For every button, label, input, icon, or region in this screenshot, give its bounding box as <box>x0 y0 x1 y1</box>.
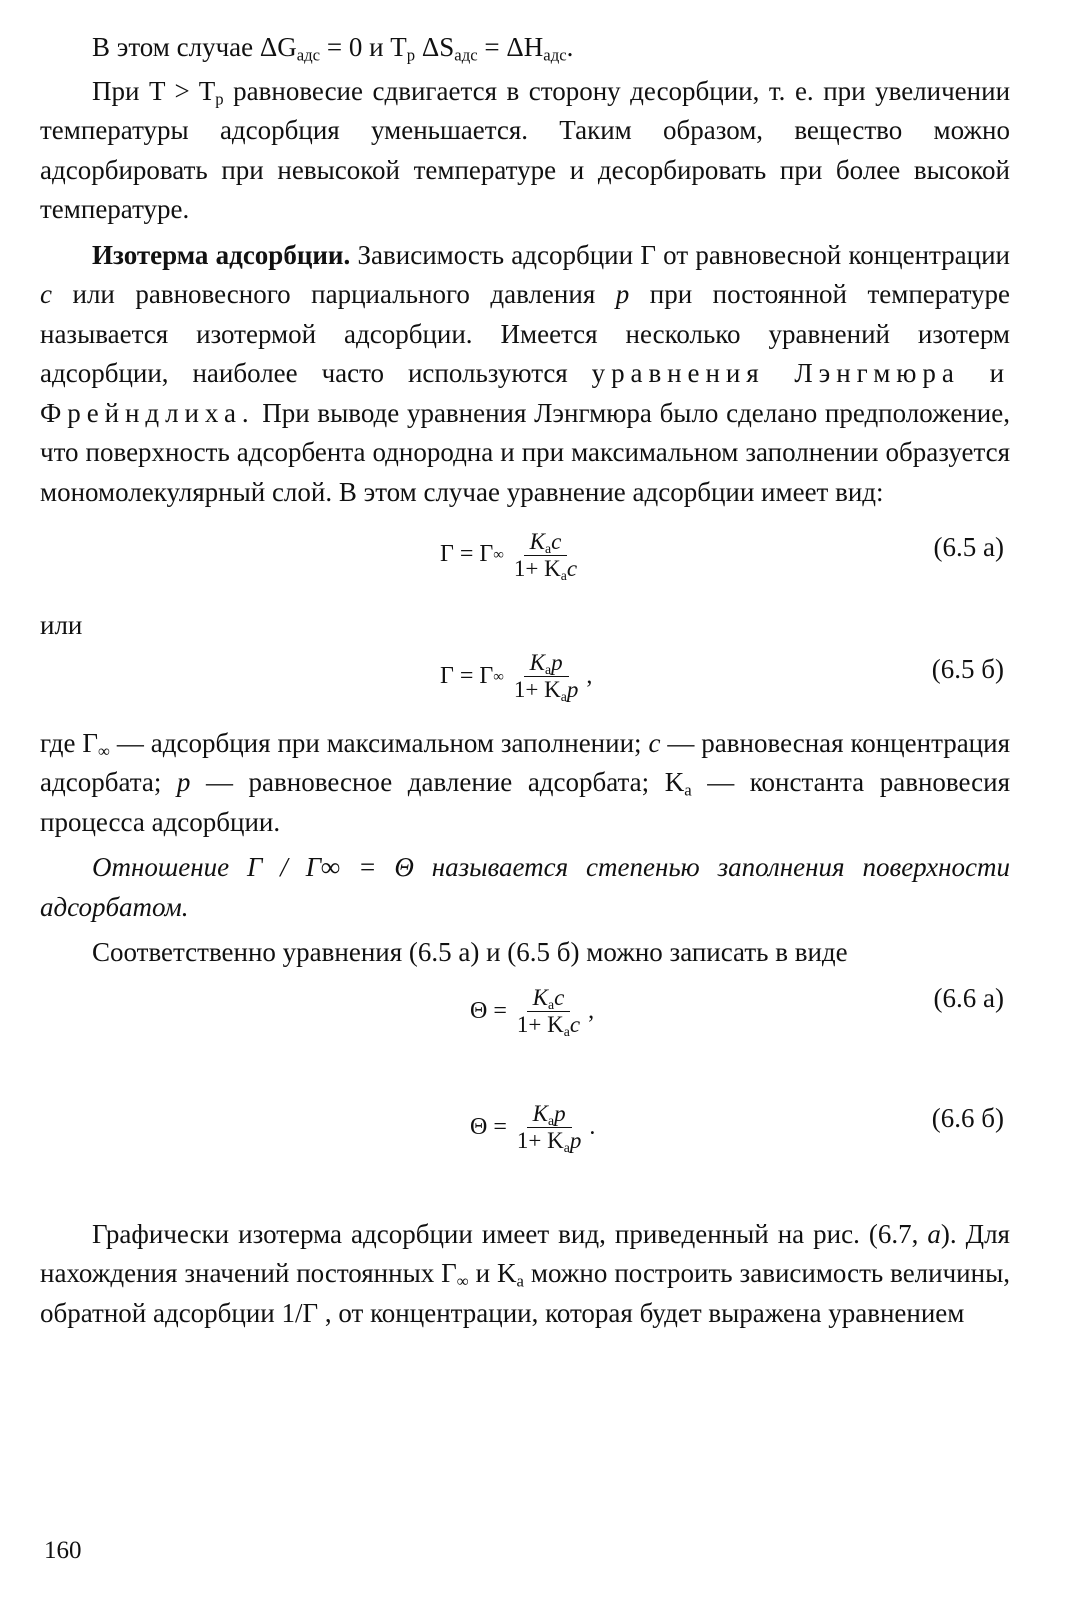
variable: c <box>551 528 562 554</box>
formula: Г = Г ∞ $\frac{K_ac}{1+ K_ac}$ <box>440 512 585 598</box>
paragraph-temperature <box>40 72 1010 230</box>
punctuation: , <box>586 662 593 689</box>
variable: c <box>569 1012 581 1037</box>
numerator <box>527 1101 572 1128</box>
fraction <box>508 529 583 582</box>
denominator <box>511 1128 587 1154</box>
infinity-subscript: ∞ <box>97 741 110 761</box>
subscript: р <box>406 45 416 65</box>
paragraph-accordingly <box>40 933 1010 973</box>
formula: Г = Г ∞ $\frac{K_ap}{1+ K_ap}$ , <box>440 650 593 704</box>
var-k: K <box>529 528 545 554</box>
text-segment: — равновесное давление адсорбата; K <box>190 767 685 797</box>
variable: p <box>554 1101 566 1126</box>
variable: p <box>551 650 563 675</box>
figure-letter: а <box>927 1218 941 1249</box>
text-segment: При T > T <box>92 75 216 106</box>
text-segment: При выводе уравнения Лэнгмюра было сделано предположение, что поверхность адсорбента однородна и при максимальном заполнении образуется мономолекулярный слой. В этом случае уравнение адсорбции имеет вид: <box>40 397 1010 507</box>
var-k: K <box>532 1101 548 1126</box>
text-segment: . <box>566 32 574 62</box>
italic-definition: Отношение Г / Г∞ = Θ называется степенью заполнения поверхности адсорбатом. <box>40 852 1010 922</box>
equation-number: (6.5 б) <box>931 653 1004 684</box>
text-segment: и K <box>468 1258 517 1288</box>
numerator <box>524 529 568 556</box>
equation-6-6a <box>40 969 1010 1055</box>
subscript: a <box>560 688 567 704</box>
text-segment: = ΔH <box>477 32 544 62</box>
variable: p <box>566 677 579 702</box>
formula <box>470 1085 595 1171</box>
equation-number: (6.6 а) <box>933 982 1004 1013</box>
formula-lhs: Г = Г <box>440 541 494 568</box>
intro-line <box>40 28 1010 68</box>
text-segment: Зависимость адсорбции Г от равновесной концентрации <box>350 239 1010 270</box>
subscript: a <box>547 1112 555 1128</box>
punctuation: , <box>588 997 595 1024</box>
text-segment: ΔS <box>415 32 455 62</box>
fraction <box>508 650 584 703</box>
paragraph-definitions <box>40 724 1010 843</box>
text-segment: Графически изотерма адсорбции имеет вид, приведенный на рис. (6.7, <box>92 1218 928 1249</box>
infinity-subscript: ∞ <box>456 1271 469 1291</box>
den-text: 1+ K <box>513 555 561 581</box>
text-segment: = 0 и T <box>320 32 407 62</box>
subscript: a <box>563 1023 570 1039</box>
page-number: 160 <box>44 1537 82 1564</box>
text-segment: ). Для нахождения значений постоянных Г <box>40 1218 1010 1288</box>
denominator <box>508 556 583 582</box>
subscript: a <box>560 567 567 583</box>
variable-c: c <box>40 279 52 309</box>
denominator <box>508 677 584 703</box>
fraction <box>511 1101 587 1154</box>
section-heading: Изотерма адсорбции. <box>92 239 351 270</box>
subscript: a <box>547 996 555 1012</box>
denominator <box>511 1012 586 1038</box>
equation-6-6b <box>40 1085 1010 1171</box>
numerator <box>524 650 569 677</box>
subscript: р <box>215 89 224 109</box>
text-segment: — константа равновесия процесса адсорбции. <box>40 767 1011 837</box>
variable: p <box>569 1128 582 1153</box>
subscript: адс <box>543 45 567 65</box>
formula-lhs: Θ = <box>470 997 507 1024</box>
text-segment: — адсорбция при максимальном заполнении; <box>109 727 649 758</box>
equation-number: (6.6 б) <box>931 1102 1004 1133</box>
text-segment: — равновесная концентрация адсорбата; <box>40 727 1010 797</box>
formula-lhs: Г = Г <box>440 662 494 689</box>
text-segment: В этом случае ΔG <box>92 32 297 62</box>
subscript: адс <box>296 45 321 65</box>
den-text: 1+ K <box>516 1128 564 1153</box>
formula <box>470 969 594 1055</box>
variable-c: c <box>648 727 661 758</box>
formula-lhs: Θ = <box>470 1113 507 1140</box>
subscript: a <box>563 1139 570 1155</box>
punctuation: . <box>589 1113 596 1140</box>
subscript: адс <box>454 45 478 65</box>
subscript: a <box>684 780 692 800</box>
text-segment: равновесие сдвигается в сторону десорбции, т. е. при увеличении температуры адсорбция уменьшается. Таким образом, вещество можно адсорбировать при невысокой температуре и десорбировать при более высокой температуре. <box>40 75 1011 224</box>
text-segment: где Г <box>40 727 98 758</box>
fraction <box>511 985 586 1038</box>
equation-6-5a <box>40 512 1010 598</box>
document-page <box>40 28 1010 1333</box>
den-text: 1+ K <box>513 677 561 702</box>
paragraph-isotherm <box>40 236 1010 513</box>
variable: c <box>554 985 565 1010</box>
spaced-emphasis: уравнения Лэнгмюра и Фрейндлиха. <box>40 358 1010 428</box>
numerator <box>527 985 571 1012</box>
equation-number: (6.5 а) <box>933 532 1004 562</box>
text-segment: Соответственно уравнения (6.5 а) и (6.5 б) можно записать в виде <box>92 937 848 967</box>
variable: c <box>566 555 578 581</box>
text-segment: при постоянной температуре называется изотермой адсорбции. Имеется несколько уравнений изотерм адсорбции, наиболее часто используются <box>40 279 1010 388</box>
variable-p: p <box>176 767 191 797</box>
paragraph-graphically <box>40 1215 1010 1334</box>
den-text: 1+ K <box>516 1012 564 1037</box>
subscript: a <box>516 1271 524 1291</box>
paragraph-coverage-definition <box>40 848 1010 927</box>
equation-6-5b <box>40 634 1010 720</box>
subscript: a <box>545 540 552 556</box>
var-k: K <box>532 985 548 1010</box>
word-or: или <box>40 610 83 640</box>
subscript: a <box>545 661 552 677</box>
text-segment: можно построить зависимость величины, обратной адсорбции 1/Г , от концентрации, которая будет выражена уравнением <box>40 1258 1010 1328</box>
text-segment: или равновесного парциального давления <box>51 279 616 309</box>
var-k: K <box>529 650 545 675</box>
variable-p: p <box>615 279 630 309</box>
